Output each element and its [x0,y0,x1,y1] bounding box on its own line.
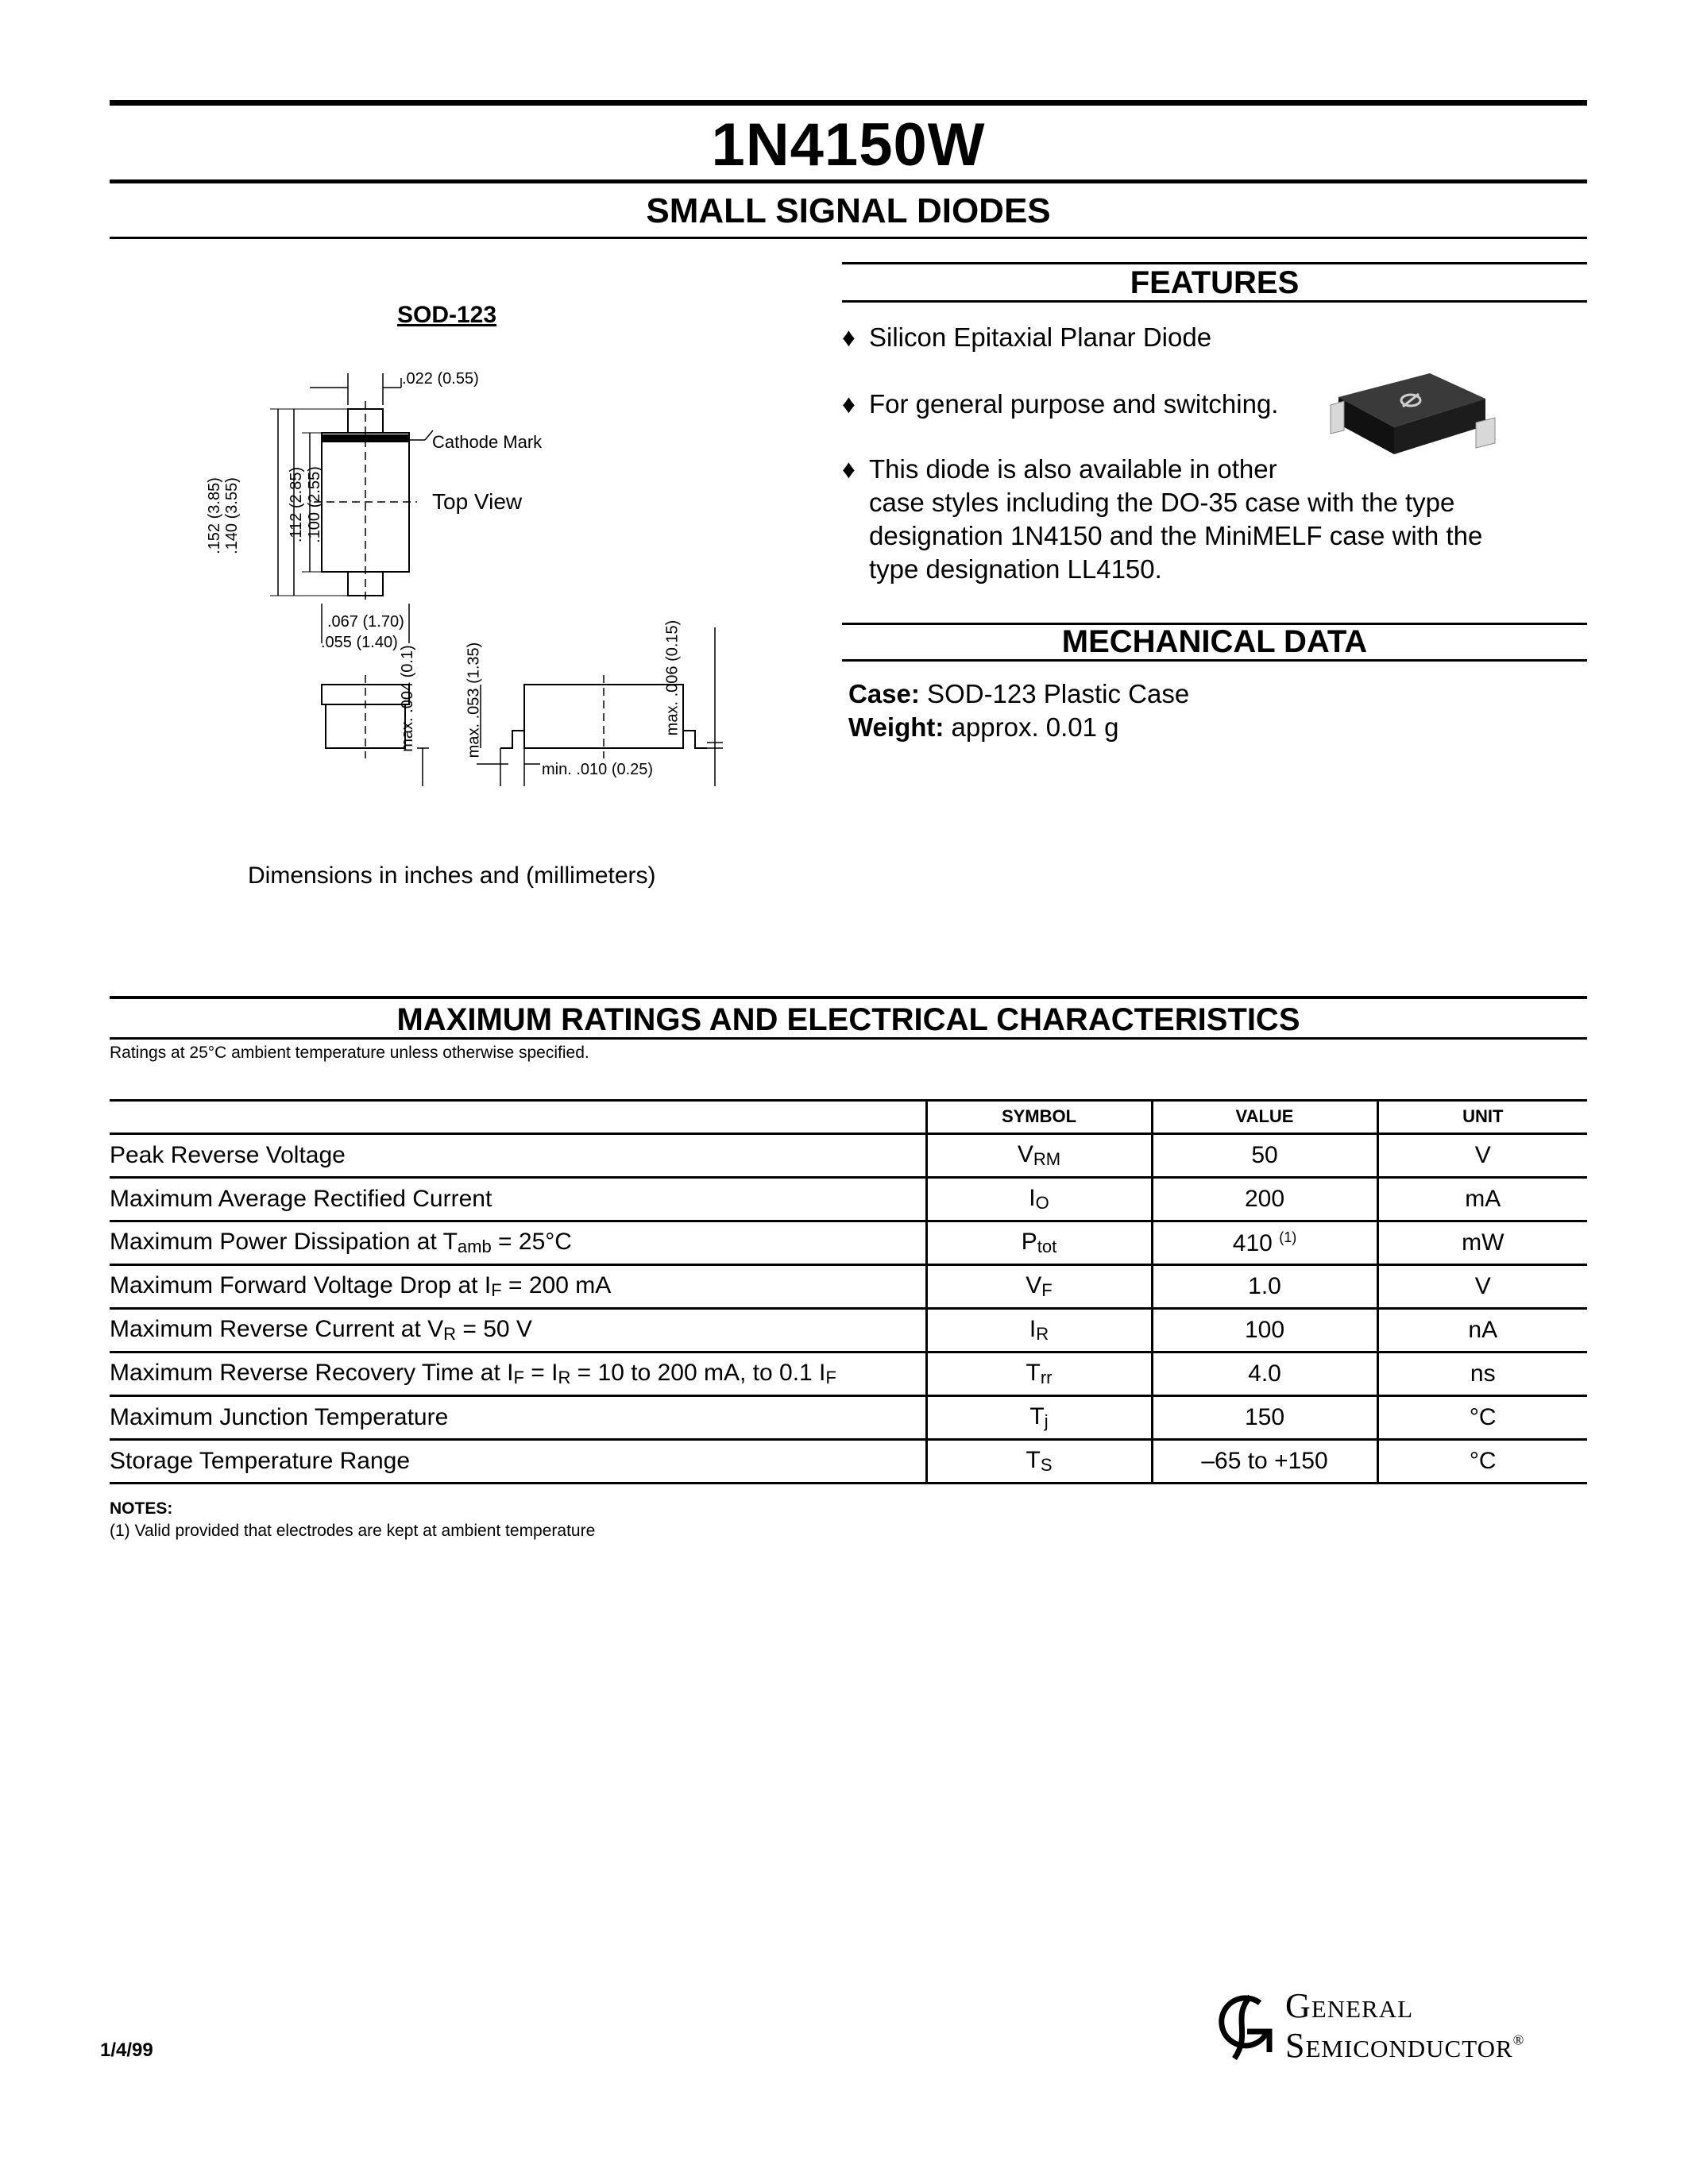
page-subtitle: SMALL SIGNAL DIODES [646,191,1051,230]
dim-lead-width: .022 (0.55) [402,370,479,388]
header-rule-middle [110,179,1587,183]
logo-text-semiconductor: Semiconductor® [1285,2026,1525,2065]
case-line [848,677,1189,712]
feature-item: ♦ For general purpose and switching. [842,388,1398,421]
features-heading: FEATURES [1130,265,1300,300]
diode-package-photo [1327,365,1501,469]
dim-width-067: .067 (1.70) [327,613,404,631]
ratings-rule-bottom [110,1037,1587,1040]
table-row: Storage Temperature Range $T_S$ –65 to +150 °C [110,1440,1587,1484]
notes-title: NOTES: [110,1499,173,1518]
general-semiconductor-logo-icon [1207,1985,1284,2065]
document-date: 1/4/99 [100,2039,153,2061]
param-column-header [110,1101,926,1134]
table-row: Maximum Power Dissipation at $T_{amb} = 25^\circ C$ $P_{tot}$ 410 $^{(1)}$ mW [110,1221,1587,1265]
column-header-unit: UNIT [1377,1101,1587,1134]
bullet-icon: ♦ [842,322,856,352]
dim-max-004: max. .004 (0.1) [398,645,416,752]
case-value: SOD-123 Plastic Case [919,679,1190,708]
top-view-label: Top View [432,489,523,514]
dim-max-053: max. .053 (1.35) [465,642,483,758]
features-rule-top [842,262,1587,264]
page-title: 1N4150W [711,111,986,179]
table-row: Maximum Forward Voltage Drop at $I_F = 200$ mA $V_F$ 1.0 V [110,1265,1587,1309]
dim-max-006: max. .006 (0.15) [663,619,682,736]
feature-item: ♦ This diode is also available in other case styles including the DO-35 case with the type designation 1N4150 and the MiniMELF case with the type designation LL4150. [842,454,1483,584]
column-header-symbol: SYMBOL [926,1101,1152,1134]
logo-text-general: General [1285,1986,1414,2025]
features-rule-bottom [842,300,1587,303]
column-header-value: VALUE [1152,1101,1377,1134]
registered-mark: ® [1512,2032,1525,2048]
header-rule-bottom [110,237,1587,239]
weight-label: Weight: [848,712,944,742]
package-name: SOD-123 [397,302,497,328]
dim-len-100: .100 (2.55) [305,466,323,543]
bullet-icon: ♦ [842,454,856,484]
ratings-table [110,1101,1587,1484]
ratings-heading: MAXIMUM RATINGS AND ELECTRICAL CHARACTERISTICS [396,1002,1300,1037]
weight-value: approx. 0.01 g [944,712,1119,742]
dimensions-note: Dimensions in inches and (millimeters) [248,862,656,889]
mechanical-heading: MECHANICAL DATA [1061,624,1368,659]
ratings-rule-top [110,996,1587,999]
ratings-conditions-note: Ratings at 25°C ambient temperature unless otherwise specified. [110,1044,589,1062]
cathode-mark-label: Cathode Mark [432,432,543,452]
table-row: Maximum Average Rectified Current $I_O$ 200 mA [110,1178,1587,1221]
header-rule-top [110,100,1587,106]
table-header-row [110,1101,1587,1134]
dim-min-010: min. .010 (0.25) [542,761,654,778]
weight-line [848,710,1119,745]
dim-len-140: .140 (3.55) [222,477,241,554]
feature-item: ♦ Silicon Epitaxial Planar Diode [842,321,1398,354]
table-row: Maximum Junction Temperature $T_j$ 150 °C [110,1396,1587,1440]
dim-len-112: .112 (2.85) [288,466,306,543]
note-item: (1) Valid provided that electrodes are kept at ambient temperature [110,1522,596,1540]
case-label: Case: [848,679,920,708]
mech-rule-bottom [842,659,1587,662]
table-row: Maximum Reverse Recovery Time at $I_F = I_R = 10$ to 200 mA, to 0.1 $I_F$ $T_{rr}$ 4.0 ns [110,1352,1587,1396]
dim-len-152: .152 (3.85) [205,477,223,554]
table-row: Peak Reverse Voltage $V_{RM}$ 50 V [110,1134,1587,1178]
dim-width-055: .055 (1.40) [321,634,398,651]
bullet-icon: ♦ [842,389,856,419]
table-row: Maximum Reverse Current at $V_R = 50$ V $I_R$ 100 nA [110,1309,1587,1352]
